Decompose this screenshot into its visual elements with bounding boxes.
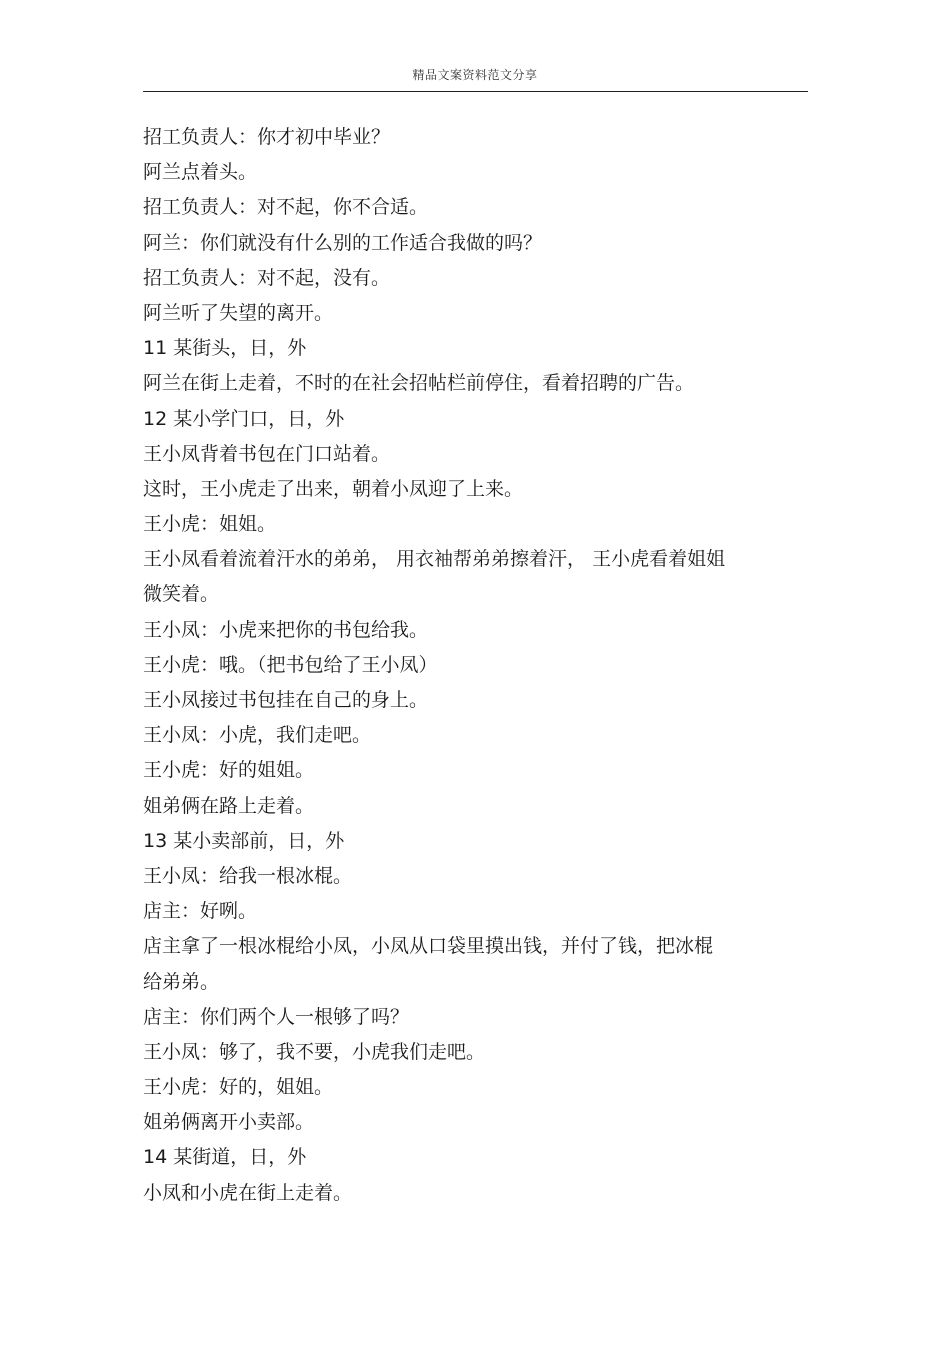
scene-heading: 13 某小卖部前，日，外 [143, 829, 345, 852]
text-line: 招工负责人：对不起，你不合适。 [143, 196, 429, 219]
text-line: 这时，王小虎走了出来，朝着小凤迎了上来。 [143, 477, 524, 500]
header-divider [143, 91, 808, 92]
text-line: 王小虎：好的，姐姐。 [143, 1076, 334, 1099]
text-line: 王小虎：好的姐姐。 [143, 759, 315, 782]
text-line: 阿兰在街上走着，不时的在社会招帖栏前停住，看着招聘的广告。 [143, 372, 695, 395]
text-line: 阿兰：你们就没有什么别的工作适合我做的吗？ [143, 231, 543, 254]
text-line: 王小凤：给我一根冰棍。 [143, 864, 353, 887]
text-line: 王小凤看着流着汗水的弟弟， 用衣袖帮弟弟擦着汗， 王小虎看着姐姐 [143, 548, 726, 571]
text-line: 阿兰点着头。 [143, 161, 258, 184]
text-line: 王小凤接过书包挂在自己的身上。 [143, 689, 429, 711]
text-line: 王小凤：小虎来把你的书包给我。 [143, 618, 429, 641]
scene-heading: 12 某小学门口，日，外 [143, 407, 345, 430]
page-header: 精品文案资料范文分享 [412, 68, 538, 82]
text-line: 招工负责人：对不起，没有。 [143, 266, 391, 289]
text-line: 王小凤背着书包在门口站着。 [143, 442, 391, 465]
text-line: 王小虎：哦。（把书包给了王小凤） [143, 653, 438, 676]
text-line: 王小虎：姐姐。 [143, 513, 277, 536]
text-line: 店主拿了一根冰棍给小凤，小凤从口袋里摸出钱，并付了钱，把冰棍 [143, 935, 714, 958]
text-line: 小凤和小虎在街上走着。 [143, 1181, 353, 1204]
text-line: 姐弟俩离开小卖部。 [143, 1111, 315, 1134]
text-line: 微笑着。 [143, 583, 220, 606]
text-line: 姐弟俩在路上走着。 [143, 794, 315, 817]
scene-heading: 11 某街头，日，外 [143, 337, 307, 360]
text-line: 招工负责人：你才初中毕业？ [143, 126, 391, 148]
text-line: 给弟弟。 [143, 970, 220, 993]
text-line: 店主：你们两个人一根够了吗？ [143, 1005, 410, 1028]
text-line: 王小凤：小虎，我们走吧。 [143, 724, 372, 747]
text-line: 王小凤：够了，我不要，小虎我们走吧。 [143, 1040, 486, 1063]
script-body [143, 120, 808, 1211]
text-line: 店主：好咧。 [143, 900, 258, 923]
scene-heading: 14 某街道，日，外 [143, 1146, 307, 1169]
text-line: 阿兰听了失望的离开。 [143, 301, 334, 324]
